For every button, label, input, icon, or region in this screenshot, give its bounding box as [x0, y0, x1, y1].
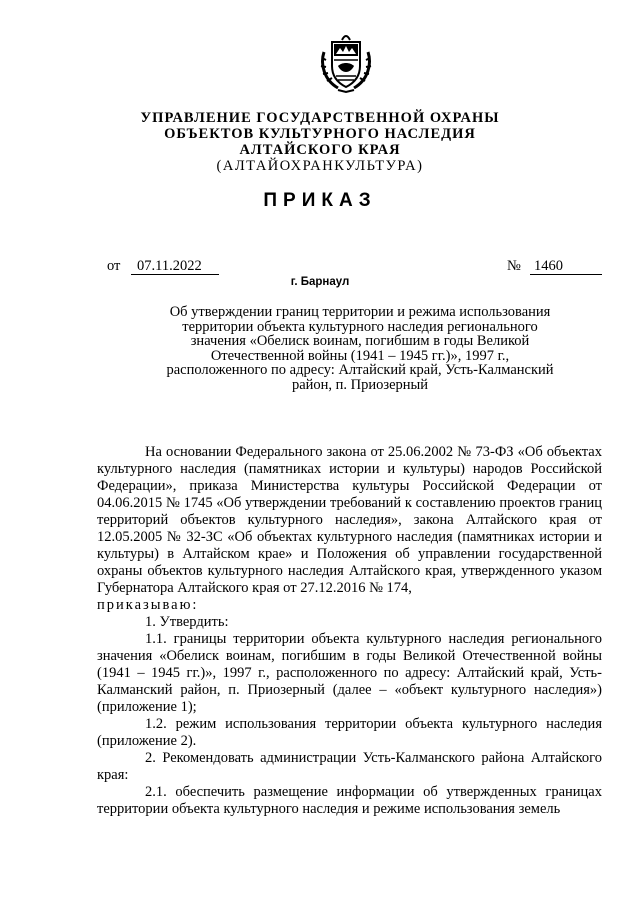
- order-subject: [130, 305, 590, 392]
- agency-name-line-3: АЛТАЙСКОГО КРАЯ: [239, 142, 401, 158]
- subject-line: Об утверждении границ территории и режима использования: [169, 304, 551, 320]
- altai-krai-coat-of-arms-icon: [316, 30, 376, 94]
- item-1-1: 1.1. границы территории объекта культурного наследия регионального значения «Обелиск воинам, погибшим в годы Великой Отечественной войны (1941 – 1945 гг.)», 1997 г., расположенного по адресу: Алтайский край, Усть-Калманский район, п. Приозерный (далее – «объект культурного наследия») (приложение 1);: [97, 631, 602, 715]
- number-prefix: №: [507, 258, 521, 274]
- subject-line: район, п. Приозерный: [291, 376, 429, 393]
- date-prefix: от: [107, 258, 121, 274]
- subject-line: расположенного по адресу: Алтайский край, Усть-Калманский: [166, 362, 554, 378]
- preamble-paragraph: На основании Федерального закона от 25.06.2002 № 73-ФЗ «Об объектах культурного наследия (памятниках истории и культуры) народов Российской Федерации», приказа Министерства культуры Российской Федерации от 04.06.2015 № 1745 «Об утверждении требований к составлению проектов границ территорий объектов культурного наследия», закона Алтайского края от 12.05.2005 № 32-ЗС «Об объектах культурного наследия (памятниках истории и культуры) в Алтайском крае» и Положения об управлении государственной охраны объектов культурного наследия Алтайского края, утвержденного указом Губернатора Алтайского края от 27.12.2016 № 174,: [97, 444, 602, 596]
- item-2: 2. Рекомендовать администрации Усть-Калманского района Алтайского края:: [97, 750, 602, 783]
- item-1-2: 1.2. режим использования территории объекта культурного наследия (приложение 2).: [97, 716, 602, 749]
- order-word: приказываю:: [97, 597, 199, 613]
- subject-line: значения «Обелиск воинам, погибшим в годы Великой: [190, 333, 530, 349]
- order-date: 07.11.2022: [131, 258, 219, 275]
- document-type-title: ПРИКАЗ: [263, 190, 377, 211]
- subject-line: Отечественной войны (1941 – 1945 гг.)», 1997 г.,: [210, 347, 510, 364]
- city-label: г. Барнаул: [290, 276, 350, 288]
- agency-name-line-2: ОБЪЕКТОВ КУЛЬТУРНОГО НАСЛЕДИЯ: [164, 126, 476, 142]
- order-number: 1460: [530, 258, 602, 275]
- agency-name-line-1: УПРАВЛЕНИЕ ГОСУДАРСТВЕННОЙ ОХРАНЫ: [140, 110, 500, 126]
- subject-line: территории объекта культурного наследия регионального: [182, 318, 538, 335]
- item-1: 1. Утвердить:: [145, 614, 229, 630]
- agency-short-name: (АЛТАЙОХРАНКУЛЬТУРА): [216, 158, 424, 174]
- item-2-1: 2.1. обеспечить размещение информации об утвержденных границах территории объекта культурного наследия и режиме использования земель: [97, 784, 602, 817]
- order-body: [97, 444, 602, 818]
